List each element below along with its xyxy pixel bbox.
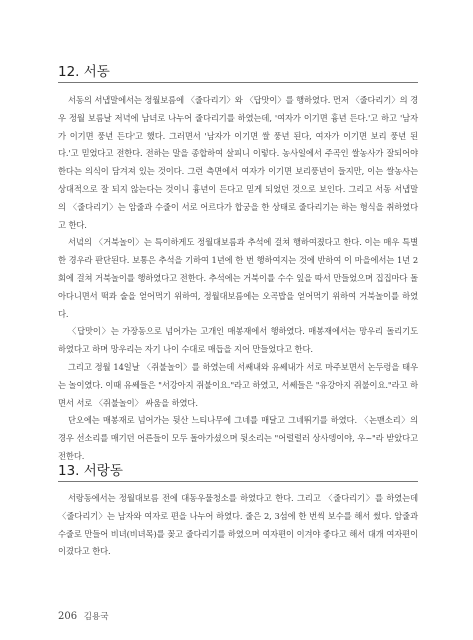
section-12-paragraph: 서녘의 〈거북놀이〉는 특이하게도 정월대보름과 추석에 걸쳐 행하여졌다고 한다. 이는 매우 특별한 경우라 판단된다. 보통은 추석을 기하여 1년에 한 번 행하여지는 것에 반하여 이 마을에서는 1년 2회에 걸쳐 거북놀이를 행하였다고 전한다. 추석에는 거북이를 수수 잎을 따서 만들었으며 집집마다 돌아다니면서 떡과 술을 얻어먹기 위하여, 정월대보름에는 오곡밥을 얻어먹기 위하여 거북놀이를 하였다. xyxy=(58,237,418,319)
section-12-rule xyxy=(58,82,418,83)
section-13-paragraph: 서랑동에서는 정월대보름 전에 대동우물청소를 하였다고 한다. 그리고 〈줄다리기〉를 하였는데 〈줄다리기〉는 남자와 여자로 편을 나누어 하였다. 줄은 2, 3섬에 한 번씩 보수를 해서 썼다. 암줄과 수줄로 만들어 비녀(비녀목)를 꽂고 줄다리기를 하였으며 여자편이 이겨야 좋다고 해서 대개 여자편이 이겼다고 한다. xyxy=(58,493,418,557)
section-12-paragraph: 〈답맛이〉는 가장동으로 넘어가는 고개인 매봉재에서 행하였다. 매봉재에서는 망우리 돌리기도 하였다고 하며 망우리는 자기 나이 수대로 매듭을 지어 만들었다고 한다. xyxy=(58,326,418,355)
section-12-heading: 12. 서동 xyxy=(58,64,110,80)
section-12-body xyxy=(58,92,418,466)
section-12-paragraph: 그리고 정월 14일날 〈쥐불놀이〉를 하였는데 서쌔내와 유쎄내가 서로 마주보면서 논두렁을 태우는 놀이였다. 이때 유쎄들은 "서강아지 쥐불이요."라고 하였고, 서쎄들은 "유강아지 쥐불이요."라고 하면서 서로 〈쥐불놀이〉 싸움을 하였다. xyxy=(58,361,418,408)
section-12-paragraph: 서동의 서냅말에서는 정월보름에 〈줄다리기〉와 〈답맛이〉를 행하였다. 먼저 〈줄다리기〉의 경우 정월 보름날 저녁에 남녀로 나누어 줄다리기를 하였는데, '여자가 이기면 흉년 든다.'고 하고 '남자가 이기면 풍년 든다'고 했다. 그러면서 '남자가 이기면 쌀 풍년 된다, 여자가 이기면 보리 풍년 된다.'고 믿었다고 전한다. 전하는 말을 종합하여 살피니 이렇다. 농사일에서 주곡인 쌀농사가 잘되어야 한다는 의식이 담겨져 있는 것이다. 그런 측면에서 여자가 이기면 보리풍년이 들지만, 이는 쌀농사는 상대적으로 잘 되지 않는다는 것이니 흉년이 든다고 믿게 되었던 것으로 보인다. 그리고 서동 서냅말의 〈줄다리기〉는 암줄과 수줄이 서로 어르다가 합궁을 한 상태로 줄다리기는 하는 형식을 취하였다고 한다. xyxy=(58,95,418,230)
page-footer xyxy=(58,610,108,622)
page-number: 206 xyxy=(58,611,78,622)
section-13-body xyxy=(58,490,418,561)
section-13-rule xyxy=(58,481,418,482)
author-name: 김용국 xyxy=(83,612,109,622)
section-12-paragraph: 단오에는 매봉재로 넘어가는 뒷산 느티나무에 그네를 매달고 그네뛰기를 하였다. 〈논맨소리〉의 경우 선소리를 매기던 어른들이 모두 돌아가셨으며 뒷소리는 "어럴럴러 상사뎅이야, 우~"라 받았다고 전한다. xyxy=(58,415,418,461)
section-13-heading: 13. 서랑동 xyxy=(58,463,123,479)
